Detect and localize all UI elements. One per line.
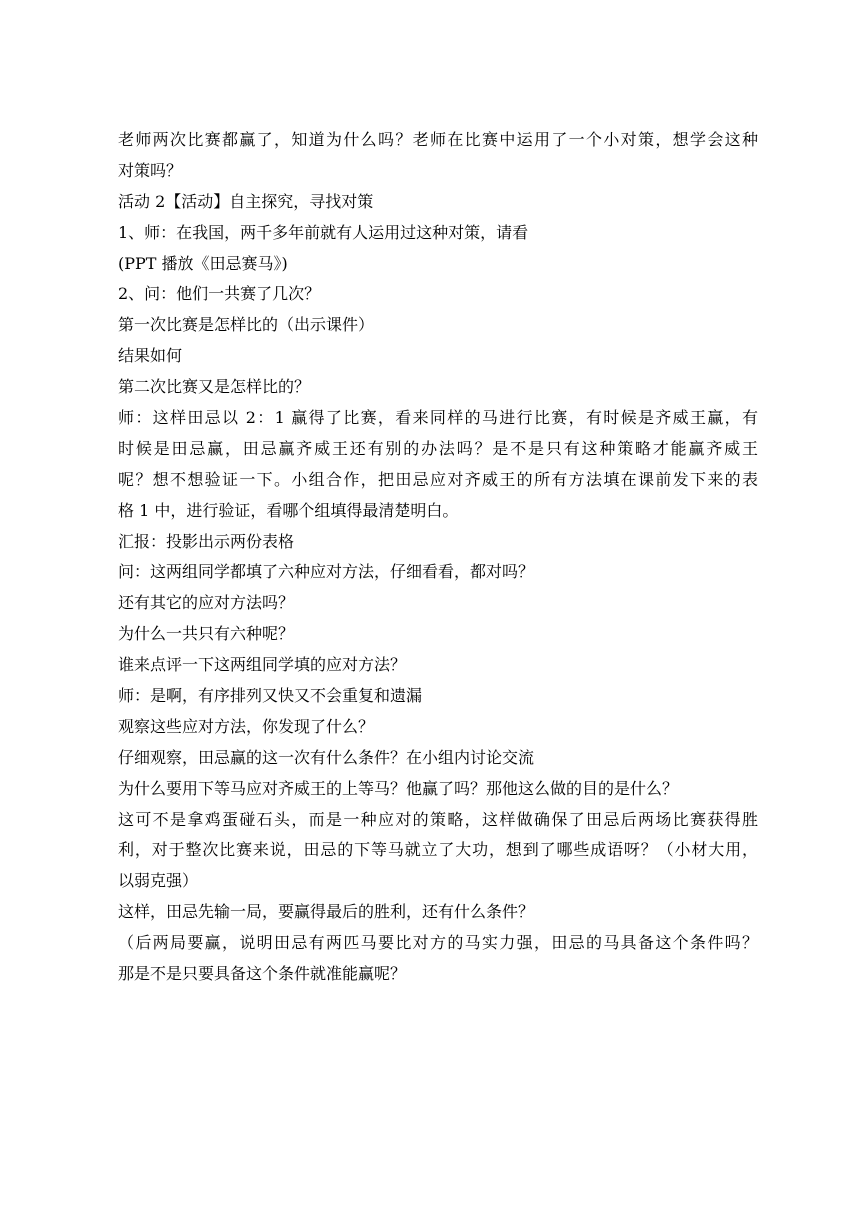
text-line: 老师两次比赛都赢了，知道为什么吗？老师在比赛中运用了一个小对策，想学会这种 <box>118 130 758 149</box>
text-line: 第二次比赛又是怎样比的？ <box>118 377 311 397</box>
text-line: 1、师：在我国，两千多年前就有人运用过这种对策，请看 <box>118 222 529 242</box>
text-line: 为什么要用下等马应对齐威王的上等马？他赢了吗？那他这么做的目的是什么？ <box>118 778 679 798</box>
text-line: 师：这样田忌以 2：1 赢得了比赛，看来同样的马进行比赛，有时候是齐威王赢，有 <box>118 408 758 428</box>
text-line: 利，对于整次比赛来说，田忌的下等马就立了大功，想到了哪些成语呀？（小材大用， <box>118 840 758 860</box>
text-line: 以弱克强） <box>118 871 199 891</box>
text-line: 师：是啊，有序排列又快又不会重复和遗漏 <box>118 686 423 706</box>
text-line: 呢？想不想验证一下。小组合作，把田忌应对齐威王的所有方法填在课前发下来的表 <box>118 469 758 489</box>
text-line: 问：这两组同学都填了六种应对方法，仔细看看，都对吗？ <box>118 562 535 582</box>
text-line: 对策吗？ <box>118 160 183 180</box>
text-line: 结果如何 <box>118 346 183 366</box>
text-line: 格 1 中，进行验证，看哪个组填得最清楚明白。 <box>118 500 459 520</box>
text-line: 观察这些应对方法，你发现了什么？ <box>118 716 375 736</box>
text-line: 2、问：他们一共赛了几次？ <box>118 284 321 304</box>
text-line: 谁来点评一下这两组同学填的应对方法？ <box>118 655 407 675</box>
text-line: 时候是田忌赢，田忌赢齐威王还有别的办法吗？是不是只有这种策略才能赢齐威王 <box>118 438 758 458</box>
text-line: 那是不是只要具备这个条件就准能赢呢？ <box>118 964 407 984</box>
text-line: 活动 2【活动】自主探究，寻找对策 <box>118 191 374 211</box>
text-line: 仔细观察，田忌赢的这一次有什么条件？在小组内讨论交流 <box>118 747 535 767</box>
text-line: 这可不是拿鸡蛋碰石头，而是一种应对的策略，这样做确保了田忌后两场比赛获得胜 <box>118 809 758 829</box>
text-line: （后两局要赢，说明田忌有两匹马要比对方的马实力强，田忌的马具备这个条件吗？ <box>118 933 758 953</box>
text-line: 还有其它的应对方法吗？ <box>118 593 295 613</box>
text-line: 为什么一共只有六种呢？ <box>118 624 295 644</box>
document-body <box>118 125 758 990</box>
text-line: 这样，田忌先输一局，要赢得最后的胜利，还有什么条件？ <box>118 902 535 922</box>
text-line: (PPT 播放《田忌赛马》) <box>118 253 288 273</box>
text-line: 第一次比赛是怎样比的（出示课件） <box>118 315 375 335</box>
text-line: 汇报：投影出示两份表格 <box>118 531 295 551</box>
